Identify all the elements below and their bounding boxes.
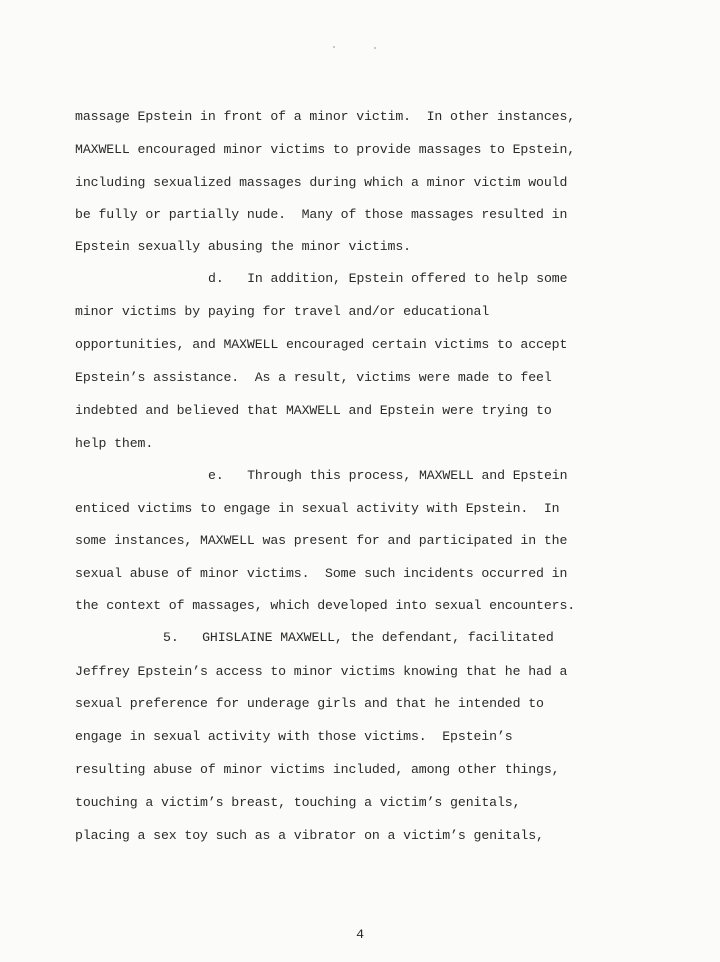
scan-speck bbox=[333, 46, 335, 48]
paragraph-d-first-line: d. In addition, Epstein offered to help some bbox=[208, 271, 568, 286]
body-text-line: opportunities, and MAXWELL encouraged certain victims to accept bbox=[75, 337, 568, 352]
body-text-line: engage in sexual activity with those victims. Epstein’s bbox=[75, 729, 513, 744]
body-text-line: sexual abuse of minor victims. Some such incidents occurred in bbox=[75, 566, 568, 581]
body-text-line: the context of massages, which developed into sexual encounters. bbox=[75, 598, 576, 613]
paragraph-e-first-line: e. Through this process, MAXWELL and Epstein bbox=[208, 468, 568, 483]
body-text-line: including sexualized massages during which a minor victim would bbox=[75, 175, 568, 190]
page-number: 4 bbox=[356, 927, 364, 942]
body-text-line: Jeffrey Epstein’s access to minor victims knowing that he had a bbox=[75, 664, 568, 679]
body-text-line: some instances, MAXWELL was present for and participated in the bbox=[75, 533, 568, 548]
body-text-line: enticed victims to engage in sexual activity with Epstein. In bbox=[75, 501, 560, 516]
body-text-line: be fully or partially nude. Many of those massages resulted in bbox=[75, 207, 568, 222]
body-text-line: Epstein sexually abusing the minor victims. bbox=[75, 239, 411, 254]
body-text-line: placing a sex toy such as a vibrator on a victim’s genitals, bbox=[75, 828, 544, 843]
paragraph-5-first-line: 5. GHISLAINE MAXWELL, the defendant, facilitated bbox=[163, 630, 554, 645]
body-text-line: MAXWELL encouraged minor victims to provide massages to Epstein, bbox=[75, 142, 576, 157]
scan-speck bbox=[374, 47, 376, 49]
body-text-line: massage Epstein in front of a minor victim. In other instances, bbox=[75, 109, 576, 124]
body-text-line: minor victims by paying for travel and/or educational bbox=[75, 304, 490, 319]
body-text-line: Epstein’s assistance. As a result, victims were made to feel bbox=[75, 370, 552, 385]
body-text-line: resulting abuse of minor victims included, among other things, bbox=[75, 762, 560, 777]
body-text-line: indebted and believed that MAXWELL and Epstein were trying to bbox=[75, 403, 552, 418]
body-text-line: touching a victim’s breast, touching a victim’s genitals, bbox=[75, 795, 521, 810]
body-text-line: help them. bbox=[75, 436, 154, 451]
body-text-line: sexual preference for underage girls and that he intended to bbox=[75, 696, 544, 711]
